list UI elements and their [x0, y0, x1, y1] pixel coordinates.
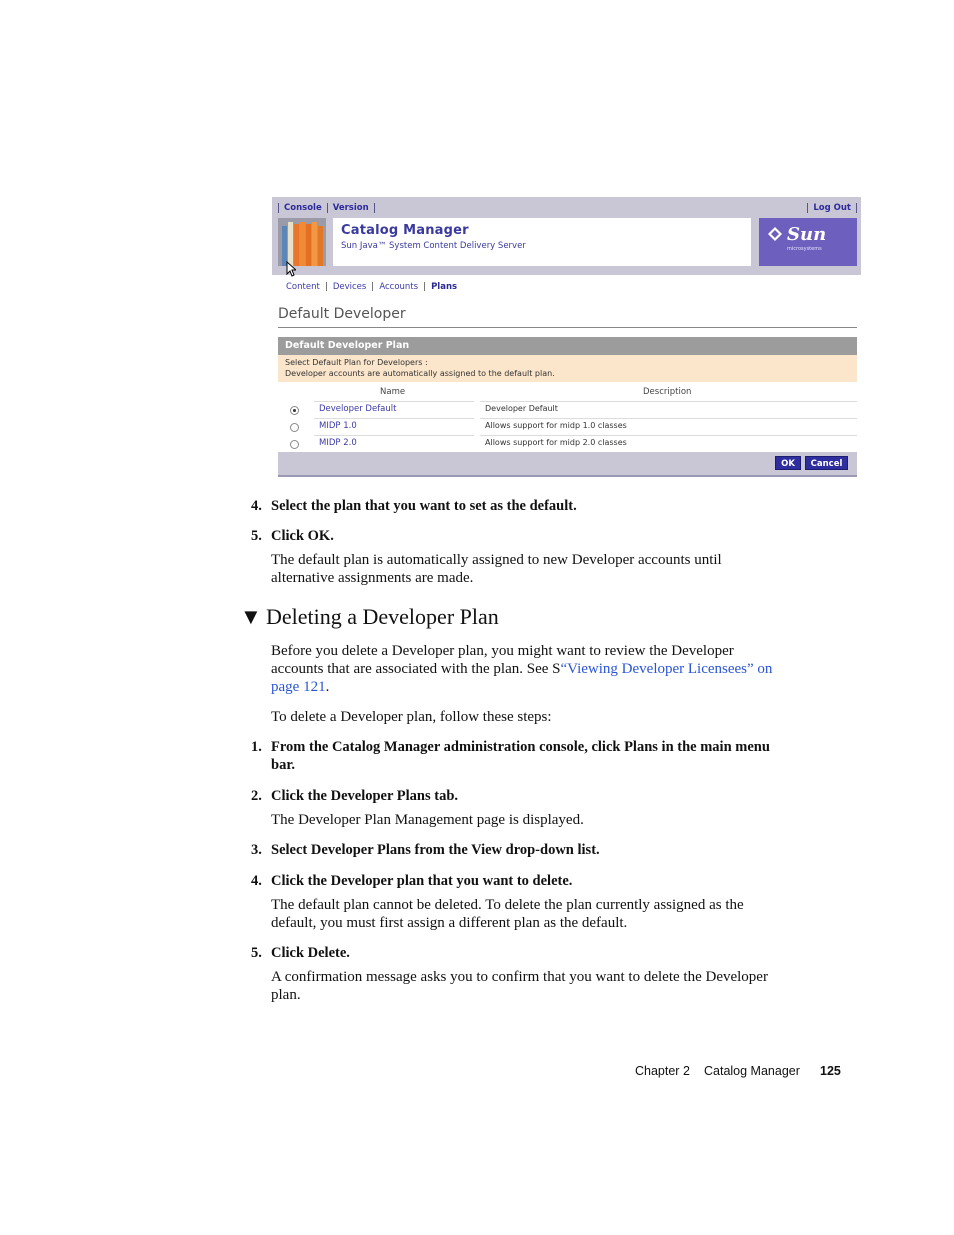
paragraph	[271, 896, 744, 932]
step-text: Click Delete.	[271, 945, 350, 961]
plan-name-link[interactable]: MIDP 2.0	[319, 438, 357, 448]
app-title-box	[333, 218, 751, 266]
step-4-set-default	[251, 497, 577, 515]
plan-description: Allows support for midp 1.0 classes	[485, 421, 627, 430]
page-title: Default Developer	[278, 306, 406, 322]
heading-text: Deleting a Developer Plan	[266, 604, 499, 629]
plan-radio-midp-2[interactable]	[290, 440, 299, 449]
row-divider	[480, 435, 857, 436]
step-number: 5.	[251, 945, 262, 961]
step-2-developer-plans-tab	[251, 787, 459, 805]
paragraph	[271, 551, 722, 587]
text-line: default, you must first assign a different plan as the default.	[271, 915, 628, 931]
step-text: Click OK.	[271, 528, 334, 544]
step-5-click-ok	[251, 527, 334, 545]
step-number: 1.	[251, 739, 262, 755]
column-header-name: Name	[380, 387, 406, 397]
text-line	[271, 660, 772, 678]
section-header	[278, 337, 857, 355]
paragraph: The Developer Plan Management page is displayed.	[271, 812, 584, 828]
section-title: Default Developer Plan	[285, 340, 410, 351]
sun-tagline: microsystems	[787, 246, 822, 252]
divider	[856, 203, 857, 213]
paragraph	[271, 968, 768, 1004]
step-4-click-plan	[251, 872, 573, 890]
cross-reference-link-page[interactable]: page 121	[271, 679, 326, 695]
sun-diamond-icon	[768, 227, 782, 241]
step-number: 4.	[251, 873, 262, 889]
text-line: Before you delete a Developer plan, you might want to review the Developer	[271, 643, 734, 659]
console-link[interactable]: Console	[284, 202, 322, 213]
step-text: Select the plan that you want to set as the default.	[271, 498, 577, 514]
section-heading	[240, 604, 499, 630]
step-number: 2.	[251, 788, 262, 804]
triangle-down-icon: ▼	[240, 604, 262, 629]
app-title: Catalog Manager	[341, 223, 469, 238]
nav-devices[interactable]: Devices	[332, 281, 367, 292]
plan-description: Developer Default	[485, 404, 558, 413]
header-band	[272, 197, 861, 275]
plan-name-link[interactable]: Developer Default	[319, 404, 397, 414]
plan-radio-developer-default[interactable]	[290, 406, 299, 415]
version-link[interactable]: Version	[332, 202, 369, 213]
catalog-manager-screenshot	[272, 197, 861, 478]
step-text: Click the Developer Plans tab.	[271, 788, 459, 804]
nav-content[interactable]: Content	[286, 281, 320, 292]
row-divider	[480, 418, 857, 419]
sun-logo-box	[759, 218, 857, 266]
footer-chapter: Chapter 2	[635, 1064, 690, 1078]
step-text: Click the Developer plan that you want to delete.	[271, 873, 573, 889]
step-3-select-view	[251, 841, 600, 859]
divider	[374, 203, 375, 213]
row-divider	[480, 401, 857, 402]
text-line: The default plan is automatically assigned to new Developer accounts until	[271, 552, 722, 568]
logout-link[interactable]: Log Out	[813, 202, 851, 213]
app-subtitle: Sun Java™ System Content Delivery Server	[341, 241, 526, 251]
nav-plans[interactable]: Plans	[431, 281, 458, 292]
step-number: 3.	[251, 842, 262, 858]
text-line: plan.	[271, 987, 301, 1003]
step-5-click-delete	[251, 944, 350, 962]
paragraph: To delete a Developer plan, follow these steps:	[271, 709, 552, 725]
text-line: alternative assignments are made.	[271, 570, 474, 586]
step-text: Select Developer Plans from the View drop-down list.	[271, 842, 600, 858]
nav-accounts[interactable]: Accounts	[379, 281, 419, 292]
row-divider	[314, 418, 474, 419]
row-divider	[314, 435, 474, 436]
step-1-click-plans	[251, 738, 770, 774]
table-row[interactable]	[278, 401, 857, 418]
table-row[interactable]	[278, 418, 857, 435]
plan-name-link[interactable]: MIDP 1.0	[319, 421, 357, 431]
sun-logo: Sun	[787, 224, 827, 245]
paragraph	[271, 642, 772, 696]
books-image	[278, 218, 326, 266]
title-divider	[278, 327, 857, 328]
mouse-pointer-icon	[286, 261, 296, 277]
ok-button[interactable]: OK	[775, 456, 801, 470]
plan-description: Allows support for midp 2.0 classes	[485, 438, 627, 447]
text-line: The default plan cannot be deleted. To delete the plan currently assigned as the	[271, 897, 744, 913]
page-number: 125	[820, 1064, 841, 1078]
main-nav	[280, 281, 463, 292]
logout-area	[807, 201, 857, 214]
column-header-description: Description	[643, 387, 692, 397]
step-text: bar.	[271, 757, 296, 773]
cross-reference-link[interactable]: “Viewing Developer Licensees” on	[560, 661, 773, 677]
text-span: accounts that are associated with the plan. See S	[271, 661, 561, 677]
text-line: A confirmation message asks you to confirm that you want to delete the Developer	[271, 969, 768, 985]
instruction-line: Developer accounts are automatically assigned to the default plan.	[285, 369, 555, 378]
cancel-button[interactable]: Cancel	[805, 456, 848, 470]
step-text: From the Catalog Manager administration console, click Plans in the main menu	[271, 739, 770, 755]
step-number: 5.	[251, 528, 262, 544]
text-span: .	[325, 679, 330, 695]
step-number: 4.	[251, 498, 262, 514]
row-divider	[314, 401, 474, 402]
footer-title: Catalog Manager	[704, 1064, 800, 1078]
text-line	[271, 678, 772, 696]
instructions-box	[278, 355, 857, 382]
table-row[interactable]	[278, 435, 857, 452]
button-bar	[278, 452, 857, 477]
instruction-line: Select Default Plan for Developers :	[285, 358, 428, 367]
plan-radio-midp-1[interactable]	[290, 423, 299, 432]
top-links	[278, 201, 375, 214]
